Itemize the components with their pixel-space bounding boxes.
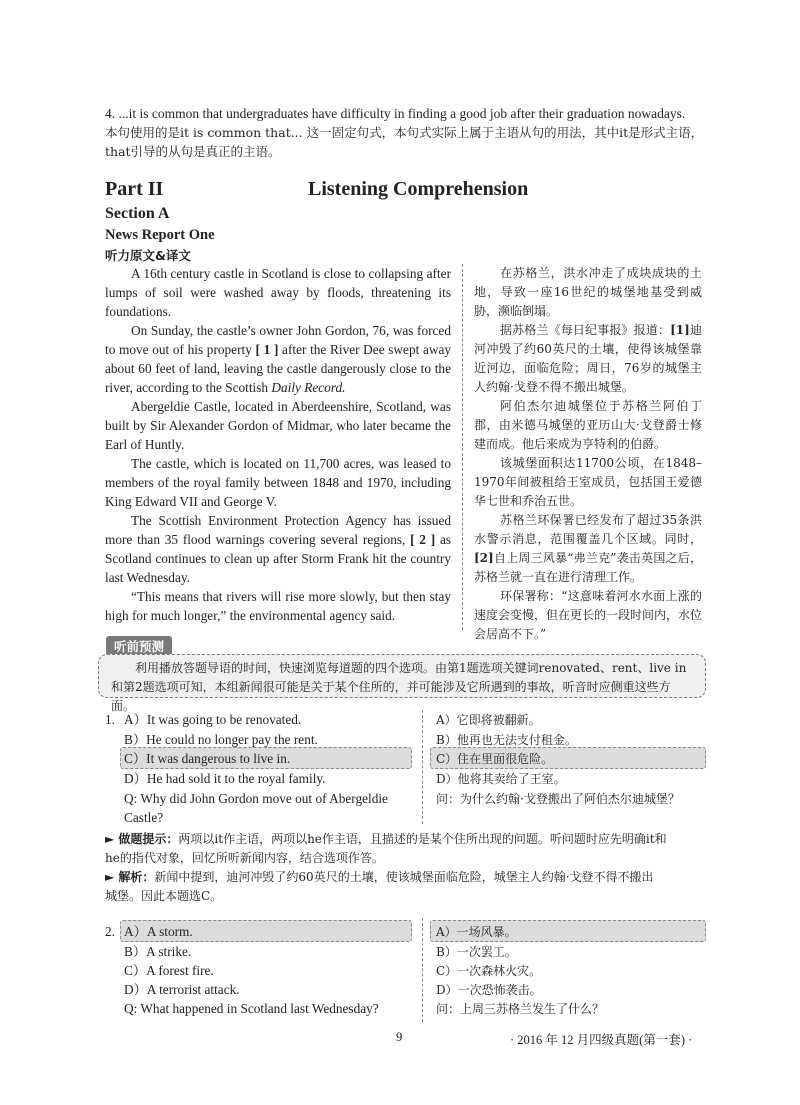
chinese-translation	[474, 264, 702, 644]
report-heading: News Report One	[105, 227, 215, 243]
q1-option-a-cn: A）它即将被翻新。	[436, 713, 541, 727]
en-paragraph: On Sunday, the castle’s owner John Gordon, 76, was forced to move out of his property [ 1 ] after the River Dee swept away about 60 feet of land, leaving the castle dangerously close to the river, according to the Scottish Daily Record.	[105, 323, 452, 395]
q1-question: Q: Why did John Gordon move out of Abergeldie	[124, 791, 388, 806]
question-number: 2.	[105, 924, 115, 939]
cn-paragraph: 在苏格兰，洪水冲走了成块成块的土地，导致一座16世纪的城堡地基受到威胁，濒临倒塌。	[474, 266, 702, 318]
column-divider	[422, 918, 423, 1022]
q2-option-b-cn: B）一次罢工。	[436, 945, 517, 959]
q1-option-c: C）It was dangerous to live in.	[124, 751, 291, 766]
column-divider	[462, 264, 463, 630]
q1-question-cont: Castle?	[124, 810, 164, 825]
q1-tip: ► 做题提示：两项以it作主语，两项以he作主语，且描述的是某个住所出现的问题。听问题时应先明确it和	[105, 832, 667, 846]
q1-option-b-cn: B）他再也无法支付租金。	[436, 733, 577, 747]
question-number: 1.	[105, 712, 115, 727]
page-number: 9	[396, 1030, 403, 1044]
en-paragraph: The Scottish Environment Protection Agency has issued more than 35 flood warnings covering several regions, [ 2 ] as Scotland continues to clean up after Storm Frank hit the country last Wednesday.	[105, 513, 452, 585]
cn-paragraph: 该城堡面积达11700公顷，在1848–1970年间被租给王室成员，包括国王爱德华七世和乔治五世。	[474, 456, 702, 508]
intro-sentence: 4. ...it is common that undergraduates have difficulty in finding a good job after their graduation nowadays.	[105, 106, 686, 121]
q1-option-d: D）He had sold it to the royal family.	[124, 771, 326, 786]
prediction-box	[98, 654, 706, 713]
q2-option-d: D）A terrorist attack.	[124, 982, 240, 997]
q1-question-cn: 问：为什么约翰·戈登搬出了阿伯杰尔迪城堡？	[436, 792, 680, 806]
cn-paragraph: 苏格兰环保署已经发布了超过35条洪水警示消息，范围覆盖几个区域。同时，[2]自上周三风暴“弗兰克”袭击英国之后，苏格兰就一直在进行清理工作。	[474, 513, 702, 584]
en-paragraph: A 16th century castle in Scotland is close to collapsing after lumps of soil were washed away by floods, threatening its foundations.	[105, 266, 451, 319]
q2-option-c-cn: C）一次森林火灾。	[436, 964, 542, 978]
q1-option-b: B）He could no longer pay the rent.	[124, 732, 318, 747]
transcript-subhead: 听力原文&译文	[105, 248, 191, 263]
section-heading: Section A	[105, 205, 170, 222]
blank-1: [ 1 ]	[255, 342, 279, 357]
q2-option-b: B）A strike.	[124, 944, 192, 959]
en-paragraph: Abergeldie Castle, located in Aberdeenshire, Scotland, was built by Sir Alexander Gordon of Midmar, who later became the Earl of Huntly.	[105, 399, 451, 452]
q2-question-cn: 问：上周三苏格兰发生了什么？	[436, 1002, 605, 1016]
q2-option-c: C）A forest fire.	[124, 963, 214, 978]
prediction-label: 听前预测	[106, 636, 172, 656]
q1-option-c-cn: C）住在里面很危险。	[436, 752, 554, 766]
part-label: Part II	[105, 178, 164, 200]
english-transcript	[105, 264, 451, 625]
q1-option-d-cn: D）他将其卖给了王室。	[436, 772, 566, 786]
en-paragraph: “This means that rivers will rise more slowly, but then stay high for much longer,” the environmental agency said.	[105, 589, 451, 623]
part-title: Listening Comprehension	[308, 178, 529, 200]
column-divider	[422, 710, 423, 824]
cn-paragraph: 环保署称：“这意味着河水水面上涨的速度会变慢，但在更长的一段时间内，水位会居高不下。”	[474, 589, 703, 641]
q2-option-a-cn: A）一场风暴。	[436, 925, 517, 939]
q1-analysis: ► 解析：新闻中提到，迪河冲毁了约60英尺的土壤，使该城堡面临危险，城堡主人约翰·戈登不得不搬出	[105, 870, 654, 884]
en-paragraph: The castle, which is located on 11,700 acres, was leased to members of the royal family between 1848 and 1970, including King Edward VII and George V.	[105, 456, 451, 509]
q1-tip-cont: he的指代对象，回忆所听新闻内容，结合选项作答。	[105, 851, 384, 865]
blank-2: [ 2 ]	[410, 532, 436, 547]
cn-paragraph: 阿伯杰尔迪城堡位于苏格兰阿伯丁郡，由米德马城堡的亚历山大·戈登爵士修建而成。他后来成为亨特利的伯爵。	[474, 399, 702, 451]
q2-option-a: A）A storm.	[124, 924, 193, 939]
cn-paragraph: 据苏格兰《每日纪事报》报道：[1]迪河冲毁了约60英尺的土壤，使得该城堡靠近河边，面临危险；周日，76岁的城堡主人约翰·戈登不得不搬出城堡。	[474, 323, 702, 394]
intro-explain-line2: that引导的从句是真正的主语。	[105, 144, 281, 159]
q1-analysis-cont: 城堡。因此本题选C。	[105, 889, 223, 903]
prediction-text: 利用播放答题导语的时间，快速浏览每道题的四个选项。由第1题选项关键词renovated、rent、live in和第2题选项可知，本组新闻很可能是关于某个住所的，并可能涉及它所遇到的事故，听音时应侧重这些方面。	[111, 661, 687, 713]
q2-option-d-cn: D）一次恐怖袭击。	[436, 983, 542, 997]
intro-explain-line1: 本句使用的是it is common that... 这一固定句式，本句式实际上属于主语从句的用法，其中it是形式主语，	[105, 125, 704, 140]
footer-source: · 2016 年 12 月四级真题(第一套) ·	[510, 1033, 693, 1047]
q2-question: Q: What happened in Scotland last Wednesday?	[124, 1001, 379, 1016]
q1-option-a: A）It was going to be renovated.	[124, 712, 302, 727]
